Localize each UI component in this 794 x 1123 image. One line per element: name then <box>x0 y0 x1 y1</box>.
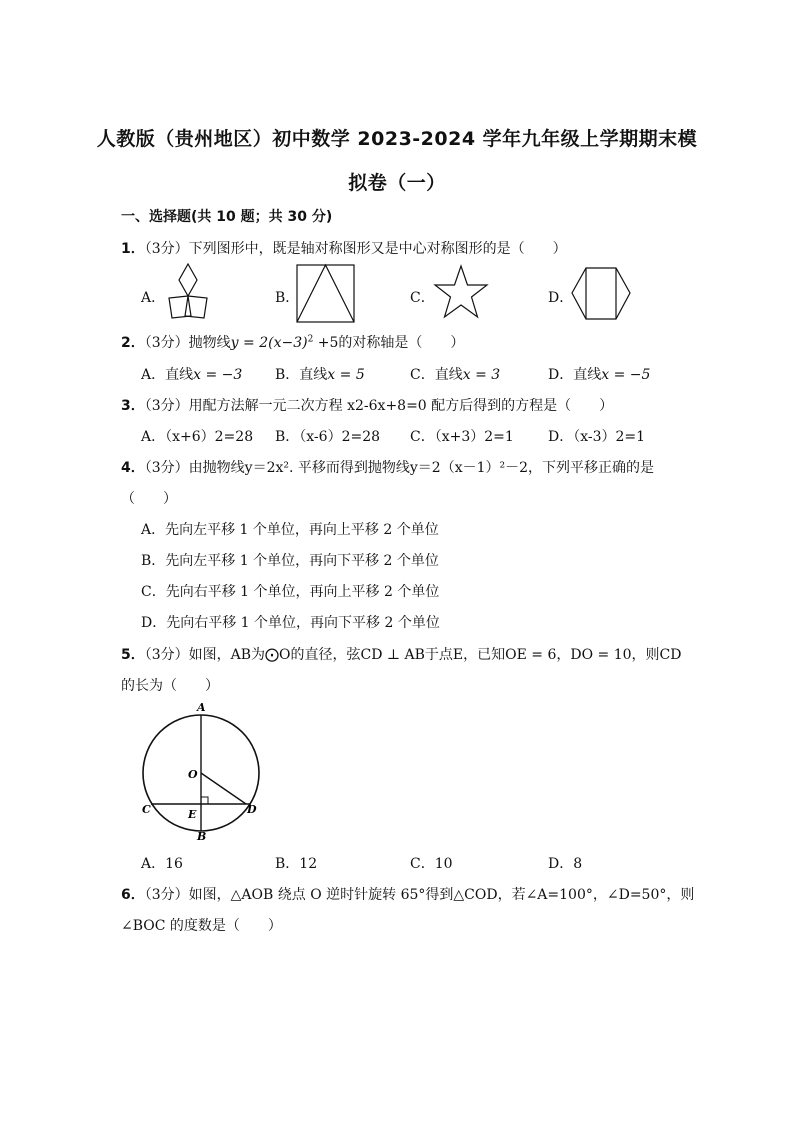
q2-option-a <box>141 364 242 384</box>
circle-chord-diagram <box>138 698 268 844</box>
section-heading: 一、选择题(共 10 题；共 30 分) <box>121 209 333 225</box>
question-number: 2． <box>121 335 145 351</box>
five-point-star-icon <box>432 264 490 322</box>
question-5-line2: 的长为（ ） <box>121 678 219 694</box>
question-4 <box>121 457 654 477</box>
question-number: 5． <box>121 647 145 663</box>
option-label: B． <box>275 290 300 306</box>
question-text: （3分）如图，△AOB 绕点 O 逆时针旋转 65°得到△COD，若∠A=100°，∠D=50°，则 <box>144 887 695 903</box>
q4-option-d: D．先向右平移 1 个单位，再向下平移 2 个单位 <box>141 615 440 631</box>
formula-exponent: 2 <box>307 334 314 345</box>
question-text: （3分）由抛物线y＝2x². 平移而得到抛物线y＝2（x－1）²－2，下列平移正确的是 <box>144 460 655 476</box>
triangle-in-square-icon <box>295 263 357 325</box>
question-5 <box>121 644 681 664</box>
point-c-label: C <box>142 803 151 816</box>
question-6-line2: ∠BOC 的度数是（ ） <box>121 918 282 934</box>
question-number: 3． <box>121 398 145 414</box>
q1-option-c <box>410 287 435 307</box>
option-label: B．直线 <box>275 367 328 383</box>
three-rhombus-icon <box>163 262 213 322</box>
question-number: 1． <box>121 241 145 257</box>
option-label: D．直线 <box>548 367 602 383</box>
option-label: A． <box>141 290 166 306</box>
question-2 <box>121 332 464 352</box>
q4-option-a: A．先向左平移 1 个单位，再向上平移 2 个单位 <box>141 522 439 538</box>
question-text: （3分）下列图形中，既是轴对称图形又是中心对称图形的是（ ） <box>144 241 567 257</box>
question-1 <box>121 238 567 258</box>
q2-option-b <box>275 364 365 384</box>
question-number: 6． <box>121 887 145 903</box>
option-label: C． <box>410 290 435 306</box>
question-text: （3分）用配方法解一元二次方程 x2-6x+8=0 配方后得到的方程是（ ） <box>144 398 614 414</box>
option-label: D． <box>548 290 574 306</box>
q5-option-a: A．16 <box>141 856 183 872</box>
exam-title-line2: 拟卷（一） <box>348 172 446 194</box>
q3-option-d: D．（x-3）2=1 <box>548 429 646 445</box>
point-b-label: B <box>197 830 207 843</box>
point-o-label: O <box>188 768 198 781</box>
q3-option-b: B．（x-6）2=28 <box>275 429 381 445</box>
formula: y = 2(x−3) <box>230 335 308 351</box>
question-text-end: 的对称轴是（ ） <box>338 335 465 351</box>
question-4-line2: （ ） <box>121 491 177 507</box>
q4-option-c: C．先向右平移 1 个单位，再向上平移 2 个单位 <box>141 584 440 600</box>
hexagon-with-lines-icon <box>570 266 632 322</box>
q5-option-c: C．10 <box>410 856 453 872</box>
option-math: x = 5 <box>327 367 365 383</box>
option-math: x = −3 <box>193 367 243 383</box>
point-d-label: D <box>247 803 257 816</box>
option-label: C．直线 <box>410 367 463 383</box>
question-3 <box>121 395 613 415</box>
q4-option-b: B．先向左平移 1 个单位，再向下平移 2 个单位 <box>141 553 439 569</box>
q2-option-c <box>410 364 500 384</box>
q5-option-b: B．12 <box>275 856 318 872</box>
question-number: 4． <box>121 460 145 476</box>
q2-option-d <box>548 364 650 384</box>
q3-option-a: A．（x+6）2=28 <box>141 429 254 445</box>
question-6 <box>121 884 694 904</box>
question-text: （3分）抛物线 <box>144 335 231 351</box>
q3-option-c: C．（x+3）2=1 <box>410 429 514 445</box>
option-math: x = 3 <box>462 367 501 383</box>
exam-title-line1: 人教版（贵州地区）初中数学 2023-2024 学年九年级上学期期末模 <box>96 128 698 150</box>
point-a-label: A <box>197 701 206 714</box>
q1-option-a <box>141 287 165 307</box>
option-math: x = −5 <box>601 367 651 383</box>
formula-constant: +5 <box>313 335 339 351</box>
option-label: A．直线 <box>141 367 194 383</box>
point-e-label: E <box>188 808 197 821</box>
q5-option-d: D．8 <box>548 856 583 872</box>
question-text: （3分）如图，AB为⨀O的直径，弦CD ⊥ AB于点E，已知OE = 6，DO = 10，则CD <box>144 647 682 663</box>
